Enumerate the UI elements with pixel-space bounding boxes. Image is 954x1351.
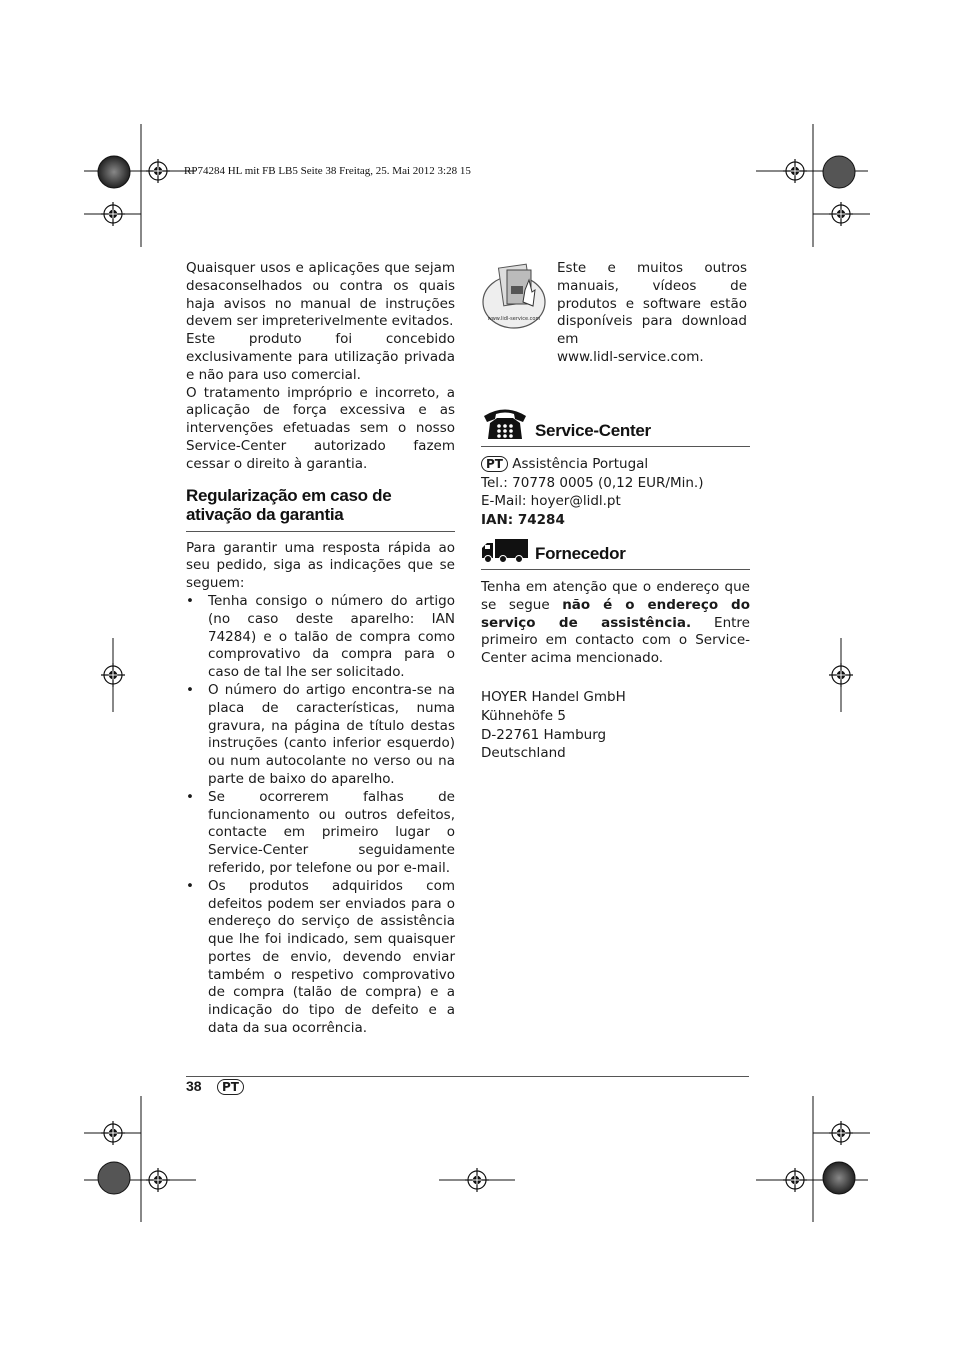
- download-text: Este e muitos outros manuais, vídeos de produtos e software estão disponíveis para download em: [557, 260, 747, 348]
- footer-country-badge: PT: [217, 1079, 244, 1095]
- supplier-paragraph: Tenha em atenção que o endereço que se segue não é o endereço do serviço de assistência. Entre primeiro em contacto com o Service-Center acima mencionado.: [481, 578, 750, 667]
- supplier-heading: Fornecedor: [535, 543, 626, 563]
- list-item: • Os produtos adquiridos com defeitos podem ser enviados para o endereço do serviço de assistência que lhe foi indicado, sem quaisquer portes de envio, devendo enviar também o respetivo comprovativo de compra (talão de compra) e a indicação do tipo de defeito e a data da sua ocorrência.: [186, 878, 455, 1038]
- bullet-list: [186, 593, 455, 1038]
- ian-number: IAN: 74284: [481, 512, 565, 529]
- download-manual-icon: [481, 260, 547, 330]
- page-number: 38: [186, 1078, 202, 1094]
- country-badge: PT: [481, 456, 508, 472]
- address-line: Kühnehöfe 5: [481, 707, 566, 724]
- section-heading: Regularização em caso de ativação da garantia: [186, 485, 392, 524]
- paragraph: Para garantir uma resposta rápida ao seu pedido, siga as indicações que se seguem:: [186, 539, 455, 592]
- paragraph: Quaisquer usos e aplicações que sejam desaconselhados ou contra os quais haja avisos no manual de instruções devem ser impreterivelmente evitados.: [186, 260, 455, 330]
- footer-rule: [186, 1076, 749, 1077]
- print-slug: RP74284 HL mit FB LB5 Seite 38 Freitag, 25. Mai 2012 3:28 15: [184, 165, 471, 177]
- paragraph: Este produto foi concebido exclusivamente para utilização privada e não para uso comercial.: [186, 331, 455, 383]
- download-paragraph: [557, 260, 747, 367]
- truck-icon: [481, 538, 529, 564]
- right-column: [481, 260, 750, 763]
- address-line: D-22761 Hamburg: [481, 726, 607, 743]
- assistance-label: Assistência Portugal: [512, 455, 649, 472]
- icon-caption: www.lidl-service.com: [487, 316, 541, 322]
- phone-number: Tel.: 70778 0005 (0,12 EUR/Min.): [481, 474, 704, 491]
- service-center-heading: Service-Center: [535, 420, 651, 440]
- email-address: E-Mail: hoyer@lidl.pt: [481, 493, 621, 510]
- paragraph: O tratamento impróprio e incorreto, a aplicação de força excessiva e as intervenções efetuadas sem o nosso Service-Center autorizado fazem cessar o direito à garantia.: [186, 384, 455, 472]
- list-item: • Se ocorrerem falhas de funcionamento ou outros defeitos, contacte em primeiro lugar o Service-Center seguidamente referido, por telefone ou por e-mail.: [186, 789, 455, 878]
- list-item: • Tenha consigo o número do artigo (no caso deste aparelho: IAN 74284) e o talão de compra como comprovativo da compra para o caso de tal lhe ser solicitado.: [186, 593, 455, 682]
- telephone-icon: [481, 405, 529, 441]
- assistance-line: [481, 456, 750, 474]
- download-link[interactable]: www.lidl-service.com.: [557, 348, 704, 365]
- list-item: • O número do artigo encontra-se na placa de características, numa gravura, na página de título destas instruções (canto inferior esquerdo) ou num autocolante no verso ou na parte de baixo do aparelho.: [186, 682, 455, 789]
- address-line: Deutschland: [481, 745, 566, 762]
- address-line: HOYER Handel GmbH: [481, 688, 626, 705]
- left-column: [186, 260, 455, 1038]
